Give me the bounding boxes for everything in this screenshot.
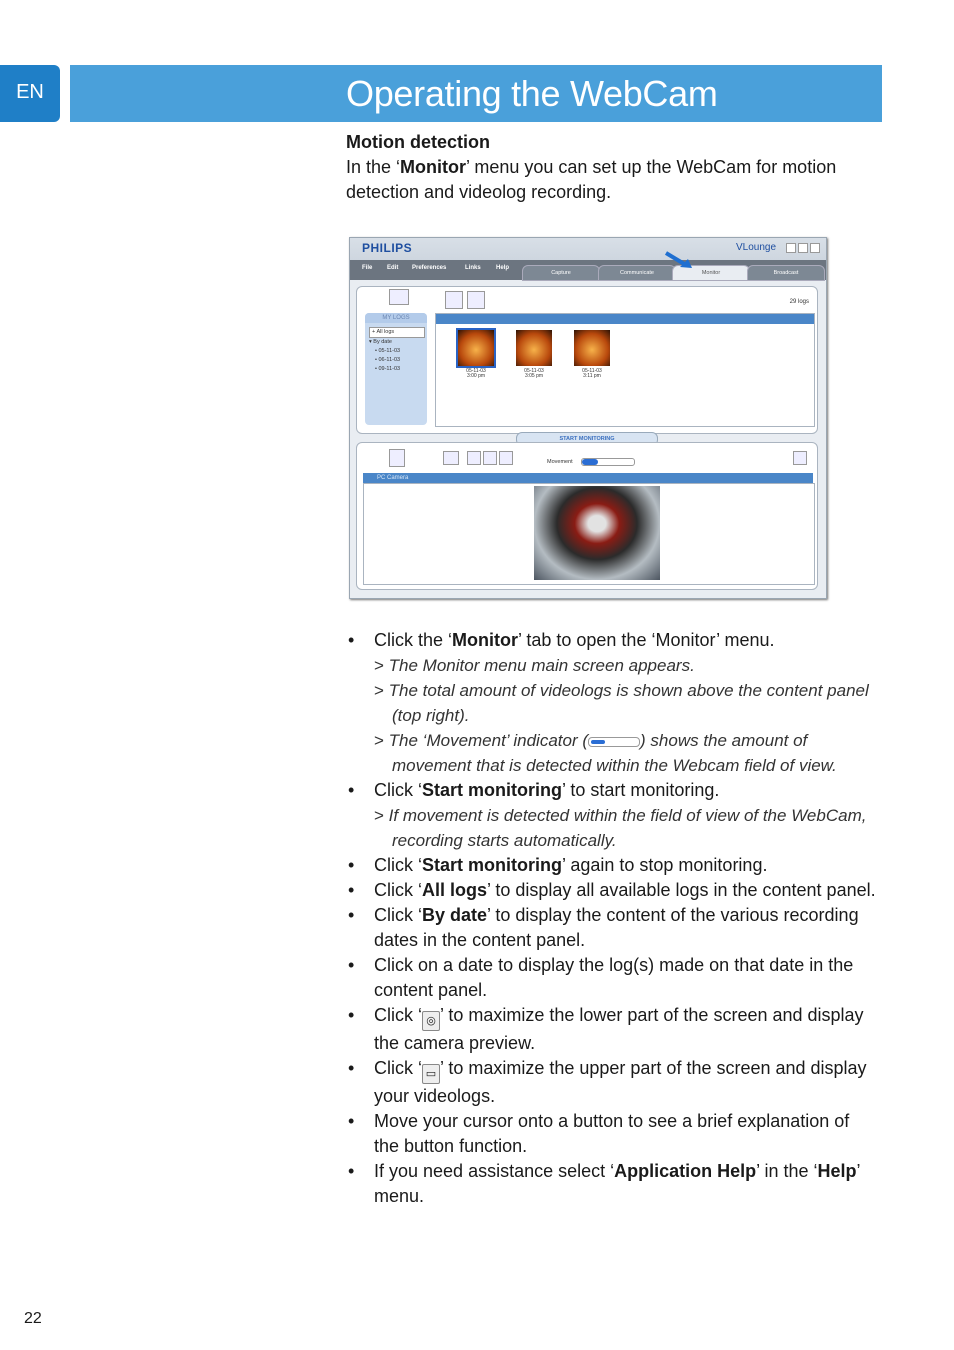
tree-by-date[interactable]: ▾ By date bbox=[369, 339, 392, 345]
step-bold: All logs bbox=[422, 880, 488, 900]
upper-panel bbox=[356, 286, 818, 434]
step-item bbox=[346, 853, 876, 878]
movement-level bbox=[582, 459, 598, 465]
step-item bbox=[346, 878, 876, 903]
step-text: ’ to maximize the upper part of the screen and display your videologs. bbox=[374, 1058, 867, 1106]
thumbnail-caption bbox=[456, 369, 496, 379]
tab-capture[interactable]: Capture bbox=[522, 265, 600, 281]
thumb-date: 05-11-03 bbox=[582, 368, 602, 374]
tree-by-date-label: By date bbox=[373, 339, 392, 345]
step-result: > If movement is detected within the field of view of the WebCam, recording starts automatically. bbox=[374, 803, 876, 853]
step-text: ’ to display the content of the various recording dates in the content panel. bbox=[374, 905, 859, 950]
title-bar bbox=[70, 65, 882, 122]
window-controls bbox=[786, 243, 820, 253]
step-text: Click ‘ bbox=[374, 1058, 422, 1078]
tree-date-3-label: 09-11-03 bbox=[378, 366, 401, 372]
step-result-post: ) shows the amount of movement that is detected within the Webcam field of view. bbox=[392, 731, 837, 775]
tree-all-logs-label: All logs bbox=[376, 329, 395, 335]
step-item bbox=[346, 628, 876, 653]
menu-edit[interactable]: Edit bbox=[387, 265, 399, 271]
content-panel-header bbox=[436, 314, 814, 324]
step-item bbox=[346, 903, 876, 953]
thumb-time: 3:00 pm bbox=[466, 373, 486, 379]
step-text: If you need assistance select ‘ bbox=[374, 1161, 615, 1181]
videolog-thumbnail[interactable] bbox=[516, 330, 552, 366]
tree-date-2-label: 06-11-03 bbox=[378, 357, 401, 363]
philips-logo: PHILIPS bbox=[362, 241, 413, 255]
app-header bbox=[350, 238, 826, 280]
tree-date-1-label: 05-11-03 bbox=[378, 348, 401, 354]
camera-maximize-icon: ◎ bbox=[422, 1011, 440, 1031]
step-item bbox=[346, 778, 876, 803]
thumb-time: 3:05 pm bbox=[524, 373, 544, 379]
movement-indicator-icon bbox=[588, 737, 640, 747]
step-result bbox=[374, 728, 876, 778]
section-title: Motion detection bbox=[346, 132, 490, 152]
step-text: Click the ‘ bbox=[374, 630, 453, 650]
thumbnail-caption bbox=[514, 369, 554, 379]
step-bold: Help bbox=[817, 1161, 857, 1181]
thumb-time: 3:11 pm bbox=[583, 373, 601, 379]
maximize-lower-icon[interactable] bbox=[389, 449, 405, 467]
tree-all-logs[interactable]: + All logs bbox=[369, 327, 425, 338]
zoom-icon[interactable] bbox=[467, 451, 481, 465]
step-bold: Start monitoring bbox=[422, 855, 562, 875]
tree-date-2[interactable]: • 06-11-03 bbox=[375, 357, 401, 363]
sidebar-title: MY LOGS bbox=[365, 313, 427, 323]
step-text: Click ‘ bbox=[374, 1005, 422, 1025]
monitor-maximize-icon: ▭ bbox=[422, 1064, 440, 1084]
step-item: • Click on a date to display the log(s) made on that date in the content panel. bbox=[346, 953, 876, 1003]
intro-post: ’ menu you can set up the WebCam for motion detection and videolog recording. bbox=[346, 157, 837, 202]
lower-panel bbox=[356, 442, 818, 590]
step-text: ’ to maximize the lower part of the screen and display the camera preview. bbox=[374, 1005, 864, 1053]
close-icon[interactable] bbox=[810, 243, 820, 253]
videolog-thumbnail[interactable] bbox=[574, 330, 610, 366]
monitor-icon[interactable] bbox=[443, 451, 459, 465]
intro-bold: Monitor bbox=[400, 157, 467, 177]
tab-broadcast[interactable]: Broadcast bbox=[747, 265, 825, 281]
logs-sidebar bbox=[365, 313, 427, 425]
start-monitoring-button[interactable]: START MONITORING bbox=[516, 432, 658, 446]
settings-icon[interactable] bbox=[445, 291, 463, 309]
step-text: ’ tab to open the ‘Monitor’ menu. bbox=[518, 630, 775, 650]
camera-preview-image bbox=[534, 486, 660, 580]
step-item: • Move your cursor onto a button to see a brief explanation of the button function. bbox=[346, 1109, 876, 1159]
step-text: ’ to display all available logs in the content panel. bbox=[487, 880, 876, 900]
step-text: Click ‘ bbox=[374, 880, 422, 900]
image-icon[interactable] bbox=[483, 451, 497, 465]
tools-icon[interactable] bbox=[499, 451, 513, 465]
step-item bbox=[346, 1056, 876, 1109]
camera-header: PC Camera bbox=[363, 473, 813, 483]
step-item bbox=[346, 1159, 876, 1209]
tab-communicate[interactable]: Communicate bbox=[598, 265, 676, 281]
vlounge-title: VLounge bbox=[736, 242, 777, 253]
videolog-thumbnail[interactable] bbox=[458, 330, 494, 366]
logs-tree bbox=[369, 327, 425, 374]
step-bold: Monitor bbox=[452, 630, 519, 650]
thumb-date: 05-11-03 bbox=[466, 368, 486, 374]
menu-file[interactable]: File bbox=[362, 265, 373, 271]
content-panel bbox=[435, 313, 815, 427]
step-text: ’ menu. bbox=[374, 1161, 860, 1206]
step-text: Click ‘ bbox=[374, 905, 422, 925]
intro-section bbox=[346, 130, 876, 205]
step-bold: Start monitoring bbox=[422, 780, 562, 800]
step-text: ’ again to stop monitoring. bbox=[562, 855, 768, 875]
trash-icon[interactable] bbox=[467, 291, 485, 309]
tree-date-1[interactable]: • 05-11-03 bbox=[375, 348, 401, 354]
page-number: 22 bbox=[24, 1310, 42, 1327]
log-count: 29 logs bbox=[789, 299, 809, 305]
instruction-list bbox=[346, 628, 876, 1209]
maximize-icon[interactable] bbox=[798, 243, 808, 253]
step-bold: By date bbox=[422, 905, 488, 925]
camera-view bbox=[363, 483, 815, 585]
maximize-upper-icon[interactable] bbox=[389, 289, 409, 305]
thumb-date: 05-11-03 bbox=[524, 368, 544, 374]
menu-help[interactable]: Help bbox=[496, 265, 510, 271]
vlounge-screenshot bbox=[349, 237, 827, 599]
eject-icon[interactable] bbox=[793, 451, 807, 465]
step-result-pre: The ‘Movement’ indicator ( bbox=[388, 731, 589, 750]
step-text: ’ in the ‘ bbox=[756, 1161, 818, 1181]
page-title: Operating the WebCam bbox=[346, 73, 718, 114]
menu-preferences[interactable]: Preferences bbox=[412, 265, 447, 271]
step-result: > The total amount of videologs is shown above the content panel (top right). bbox=[374, 678, 876, 728]
language-tab: EN bbox=[0, 65, 60, 122]
movement-indicator bbox=[581, 458, 635, 466]
tree-date-3[interactable]: • 09-11-03 bbox=[375, 366, 401, 372]
step-text: ’ to start monitoring. bbox=[562, 780, 720, 800]
minimize-icon[interactable] bbox=[786, 243, 796, 253]
pointer-arrow-icon bbox=[664, 251, 694, 269]
step-text: Click ‘ bbox=[374, 780, 422, 800]
step-bold: Application Help bbox=[614, 1161, 757, 1181]
step-text: Click ‘ bbox=[374, 855, 422, 875]
menu-links[interactable]: Links bbox=[465, 265, 481, 271]
step-item bbox=[346, 1003, 876, 1056]
movement-label: Movement bbox=[547, 459, 573, 465]
step-result: > The Monitor menu main screen appears. bbox=[374, 653, 876, 678]
tab-monitor[interactable]: Monitor bbox=[672, 265, 750, 281]
thumbnail-caption bbox=[572, 369, 612, 379]
intro-text bbox=[346, 155, 876, 205]
intro-pre: In the ‘ bbox=[346, 157, 401, 177]
